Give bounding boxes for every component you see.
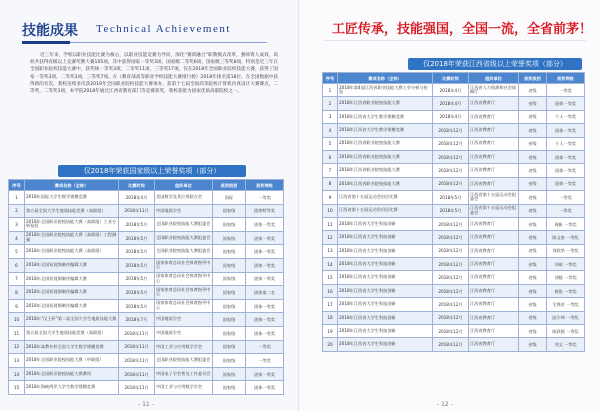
table-cell: 江西省第十五届运动会田径比赛 [338, 204, 433, 217]
table-cell: 江西省教育厅 [469, 110, 519, 123]
table-row [9, 245, 284, 259]
table-cell: 1 [323, 84, 338, 97]
table-row [323, 204, 585, 217]
table-header-row [9, 180, 284, 191]
table-row [323, 325, 585, 338]
table-cell: 江西省第十五届运动会组委会 [469, 204, 519, 217]
table-cell: 2018年海峡两岸大学生数学建模竞赛 [25, 381, 119, 395]
table-cell: 江西省教育厅 [469, 177, 519, 190]
table-cell: 2018年11月 [119, 354, 155, 368]
table-cell: 2018年12月 [433, 271, 469, 284]
table-row [9, 204, 284, 218]
table-cell: 国家级 [213, 218, 246, 232]
table-cell: 江西省教育厅 [469, 150, 519, 163]
table-cell: 2018年全国职业院校技能大赛（高职组） [25, 245, 119, 259]
table-row [9, 231, 284, 245]
column-header: 获奖级别 [213, 180, 246, 191]
table-cell: 2018年江西省大学生科技创新 [338, 258, 433, 271]
table-cell: 江西省教育厅 [469, 284, 519, 297]
table-cell: 江西省教育厅 [469, 258, 519, 271]
table-cell: 一等奖 [547, 191, 585, 204]
table-cell: 2018年11月 [119, 340, 155, 354]
table-row [323, 164, 585, 177]
table-cell: 中国地质学会 [155, 326, 213, 340]
table-row [323, 150, 585, 163]
table-cell: 省级 [519, 204, 547, 217]
table-cell: 团体一等奖 [246, 313, 284, 327]
table-cell: 2018年12月 [433, 338, 469, 351]
table-cell: 2018年江西省大学生科技创新 [338, 284, 433, 297]
table-cell: 中国工业与应用数学学会 [155, 381, 213, 395]
table-cell: 江西省第十五届运动会组委会 [469, 191, 519, 204]
table-cell: 5 [323, 137, 338, 150]
table-row [9, 340, 284, 354]
table-row [323, 217, 585, 230]
table-cell: 2018年5月 [119, 218, 155, 232]
table-row [323, 191, 585, 204]
table-cell: 个人一等奖 [547, 110, 585, 123]
table-cell: 2018年江西省大学生科技创新 [338, 217, 433, 230]
column-header: 获奖级别 [519, 73, 547, 84]
table-cell: 中国电子学会普及工作委员会 [155, 367, 213, 381]
table-cell: 2018年12月 [433, 311, 469, 324]
table-cell: 全国职业院校技能大赛组委会 [155, 218, 213, 232]
table-row [9, 381, 284, 395]
table-row [323, 311, 585, 324]
table-cell: 国家级 [213, 286, 246, 300]
table-cell: 2018年第4届江西省职业技能大赛工业分析与检验 [338, 84, 433, 97]
table-cell: 16 [323, 284, 338, 297]
table-cell: 省级 [519, 231, 547, 244]
table-cell: 2018年12月 [433, 231, 469, 244]
table-cell: 国家级 [213, 272, 246, 286]
table-cell: 省级 [519, 284, 547, 297]
table-cell: 江西省教育厅 [469, 137, 519, 150]
table-cell: 14 [323, 258, 338, 271]
table-row [9, 286, 284, 300]
table-cell: 2018年5月 [433, 204, 469, 217]
table-cell: 第五届全国大学生地质技能竞赛（高职组） [25, 326, 119, 340]
table-cell: 2018年全国短视频制作编辑大赛 [25, 299, 119, 313]
table-cell: 美国数学及其应用联合会 [155, 191, 213, 205]
table-cell: 省级 [519, 311, 547, 324]
table-row [9, 258, 284, 272]
table-cell: 15 [323, 271, 338, 284]
table-cell: 2018年5月 [119, 245, 155, 259]
table-cell: 2018年全国职业院校技能大赛赛项 [25, 367, 119, 381]
table-cell: 省级 [519, 191, 547, 204]
table-row [323, 338, 585, 351]
table-cell: 陈文豪 一等奖 [547, 231, 585, 244]
table-cell: 艾铧淳 一等奖 [547, 298, 585, 311]
table-cell: 省级 [519, 325, 547, 338]
table-row [323, 231, 585, 244]
table-cell: 11 [9, 326, 25, 340]
table-cell: 2018年江西省职业院校技能大赛 [338, 164, 433, 177]
provincial-awards-table [322, 72, 585, 352]
table-row [323, 124, 585, 137]
table-cell: 团体一等奖 [246, 231, 284, 245]
table-cell: 刘萌 一等奖 [547, 258, 585, 271]
table-cell: 2018年12月 [433, 298, 469, 311]
table-cell: 邱少坤 一等奖 [547, 311, 585, 324]
table-cell: 江西省教育厅 [469, 231, 519, 244]
table-cell: 国家体育总局社会体育指导中心 [155, 258, 213, 272]
table-row [323, 97, 585, 110]
table-cell: 刘欣华 一等奖 [547, 244, 585, 257]
table-cell: 江西省教育厅 [469, 298, 519, 311]
table-cell: 团体一等奖 [547, 177, 585, 190]
table-cell: 一等奖 [246, 354, 284, 368]
column-header: 比赛时间 [433, 73, 469, 84]
table-cell: 省级 [519, 150, 547, 163]
slogan-divider [324, 40, 586, 41]
table-cell: 刘文 一等奖 [547, 338, 585, 351]
table-cell: 团体一等奖 [246, 258, 284, 272]
table-cell: 周帆 一等奖 [547, 217, 585, 230]
table-cell: 2018年5月 [119, 231, 155, 245]
table-cell: 17 [323, 298, 338, 311]
table-cell: 10 [323, 204, 338, 217]
table-cell: 省级 [519, 97, 547, 110]
table-cell: 6 [9, 258, 25, 272]
table-cell: 江西省教育厅 [469, 164, 519, 177]
table-cell: 2018年12月 [433, 124, 469, 137]
column-header: 组织单位 [469, 73, 519, 84]
table-cell: 省级 [519, 217, 547, 230]
table-cell: 2018年12月 [433, 177, 469, 190]
table-cell: 一等奖 [246, 191, 284, 205]
table-cell: 国家级 [213, 299, 246, 313]
table-cell: 20 [323, 338, 338, 351]
table-cell: 国家级 [213, 313, 246, 327]
table-cell: 国家级 [213, 204, 246, 218]
section-title: 技能成果 [22, 23, 78, 39]
table-cell: 省级 [519, 177, 547, 190]
table-cell: 7 [323, 164, 338, 177]
table-cell: 12 [323, 231, 338, 244]
table-cell: 2018年江西省大学生科技创新 [338, 338, 433, 351]
table-cell: 2018年全国短视频制作编辑大赛 [25, 258, 119, 272]
table-cell: 2018年全国职业院校技能大赛（中职组） [25, 354, 119, 368]
table-cell: 18 [323, 311, 338, 324]
table-cell: 一等奖 [246, 340, 284, 354]
table-cell: 2018年江西省职业院校技能大赛 [338, 97, 433, 110]
table-cell: 1 [9, 191, 25, 205]
table-cell: 团体一等奖 [547, 97, 585, 110]
table-cell: 国家级 [213, 354, 246, 368]
table-cell: 省级 [519, 298, 547, 311]
table-cell: 国家体育总局社会体育指导中心 [155, 272, 213, 286]
table-cell: 9 [9, 299, 25, 313]
table-cell: 8 [323, 177, 338, 190]
table-cell: 4 [9, 231, 25, 245]
table-row [323, 137, 585, 150]
table-cell: 2018年4月 [119, 191, 155, 205]
table-cell: 9 [323, 191, 338, 204]
table-cell: 团体一等奖 [246, 299, 284, 313]
table-cell: 2018年高教社杯全国大学生数学建模竞赛 [25, 340, 119, 354]
table-cell: 国家级 [213, 231, 246, 245]
table-cell: 15 [9, 381, 25, 395]
table-cell: 2018年5月 [119, 258, 155, 272]
table-cell: 团体一等奖 [246, 381, 284, 395]
table-cell: 2018年12月 [433, 284, 469, 297]
table-cell: 2018年11月 [119, 381, 155, 395]
table-cell: 江西省人力资源和社会保障厅 [469, 84, 519, 97]
table-row [9, 313, 284, 327]
table-cell: 团体一等奖 [547, 124, 585, 137]
table-cell: 省级 [519, 244, 547, 257]
table-cell: 全国职业院校技能大赛组委会 [155, 245, 213, 259]
table-cell: 中国地质学会 [155, 313, 213, 327]
table-cell: 中国地质学会 [155, 204, 213, 218]
table-cell: 团体一等奖 [547, 150, 585, 163]
table-cell: 2018年江西省大学生数学建模竞赛 [338, 110, 433, 123]
table-cell: 国家级 [213, 381, 246, 395]
table-row [9, 326, 284, 340]
table-cell: 国家体育总局社会体育指导中心 [155, 299, 213, 313]
provincial-awards-banner: 仅2018年荣获江西省级以上荣誉奖项（部分） [408, 58, 582, 70]
table-cell: 江西省第十五届运动会田径比赛 [338, 191, 433, 204]
table-cell: 2018年5月 [119, 286, 155, 300]
table-cell: 团体一等奖 [246, 218, 284, 232]
table-cell: 2018年江西省职业院校技能大赛 [338, 137, 433, 150]
table-cell: 2018年江西省大学生科技创新 [338, 298, 433, 311]
header-accent-bar [22, 41, 70, 44]
table-cell: 江西省教育厅 [469, 124, 519, 137]
table-cell: 5 [9, 245, 25, 259]
section-header [0, 14, 300, 42]
table-cell: 江西省教育厅 [469, 325, 519, 338]
table-cell: 2018年江西省职业院校技能大赛 [338, 150, 433, 163]
table-cell: 8 [9, 286, 25, 300]
table-cell: 2018年4月 [433, 97, 469, 110]
table-cell: 江西省教育厅 [469, 271, 519, 284]
table-cell: 10 [9, 313, 25, 327]
table-cell: 省级 [519, 258, 547, 271]
table-cell: 2018年国际大学生数学建模竞赛 [25, 191, 119, 205]
table-cell: 国家体育总局社会体育指导中心 [155, 286, 213, 300]
table-cell: 省级 [519, 110, 547, 123]
table-cell: 江西省教育厅 [469, 311, 519, 324]
table-row [9, 218, 284, 232]
table-cell: 3 [9, 218, 25, 232]
table-cell: 团体一等奖 [547, 164, 585, 177]
table-cell: 省级 [519, 84, 547, 97]
table-row [323, 110, 585, 123]
table-header-row [323, 73, 585, 84]
table-cell: 国家级 [213, 340, 246, 354]
column-header: 组织单位 [155, 180, 213, 191]
table-cell: 13 [9, 354, 25, 368]
table-cell: 2018年全国职业院校技能大赛（高职组）工业分析检验 [25, 218, 119, 232]
table-row [9, 191, 284, 205]
column-header: 赛项名称（全称） [338, 73, 433, 84]
table-cell: 2018年12月 [433, 164, 469, 177]
table-cell: 2 [323, 97, 338, 110]
table-cell: 省级 [519, 124, 547, 137]
table-cell: 团体一等奖 [246, 245, 284, 259]
table-cell: 国家级 [213, 258, 246, 272]
table-row [9, 272, 284, 286]
table-cell: 19 [323, 325, 338, 338]
column-header: 获奖等级 [547, 73, 585, 84]
table-cell: 2018年江西省大学生科技创新 [338, 311, 433, 324]
table-cell: 14 [9, 367, 25, 381]
table-cell: 4 [323, 124, 338, 137]
national-awards-table [8, 179, 284, 395]
table-cell: 2018年江西省职业院校技能大赛 [338, 177, 433, 190]
table-cell: 江西省教育厅 [469, 244, 519, 257]
column-header: 赛项名称（全称） [25, 180, 119, 191]
table-cell: 2018年“汉王杯”第二届全国大学生地质技能大赛 [25, 313, 119, 327]
column-header: 获奖等级 [246, 180, 284, 191]
table-cell: 2018年江西省大学生数学建模竞赛 [338, 124, 433, 137]
table-cell: 全国职业院校技能大赛组委会 [155, 231, 213, 245]
table-cell: 团体一等奖 [246, 326, 284, 340]
table-cell: 3 [323, 110, 338, 123]
table-cell: 6 [323, 150, 338, 163]
table-cell: 国家级 [213, 367, 246, 381]
table-row [323, 258, 585, 271]
table-cell: 江西省教育厅 [469, 217, 519, 230]
table-cell: 2 [9, 204, 25, 218]
table-cell: 2018年7月 [119, 313, 155, 327]
table-cell: 团体一等奖 [246, 367, 284, 381]
page-number: - 12 - [437, 401, 453, 408]
table-cell: 黄锐 一等奖 [547, 284, 585, 297]
table-cell: 2018年4月 [433, 84, 469, 97]
table-cell: 省级 [519, 338, 547, 351]
table-cell: 12 [9, 340, 25, 354]
table-cell: 团体第二名 [246, 286, 284, 300]
page-number: - 11 - [138, 401, 154, 408]
table-cell: 2018年5月 [433, 191, 469, 204]
table-row [9, 299, 284, 313]
table-cell: 国际 [213, 191, 246, 205]
table-cell: 2018年4月 [433, 110, 469, 123]
table-body [323, 84, 585, 352]
table-cell: 2018年12月 [433, 325, 469, 338]
slogan-heading: 工匠传承，技能强国，全国一流，全省前茅！ [332, 22, 593, 37]
table-body [9, 191, 284, 395]
table-cell: 2018年全国短视频制作编辑大赛 [25, 272, 119, 286]
column-header: 序号 [323, 73, 338, 84]
table-cell: 个人一等奖 [547, 137, 585, 150]
table-cell: 一等奖 [547, 84, 585, 97]
table-row [9, 367, 284, 381]
table-row [323, 271, 585, 284]
table-cell: 江西省教育厅 [469, 97, 519, 110]
table-cell: 2018年江西省大学生科技创新 [338, 244, 433, 257]
table-cell: 团体特等奖 [246, 204, 284, 218]
table-cell: 中国工业与应用数学学会 [155, 340, 213, 354]
table-cell: 2018年江西省大学生科技创新 [338, 231, 433, 244]
table-cell: 2018年12月 [433, 217, 469, 230]
table-cell: 13 [323, 244, 338, 257]
table-cell: 国家级 [213, 245, 246, 259]
table-cell: 2018年全国短视频制作编辑大赛 [25, 286, 119, 300]
table-row [323, 177, 585, 190]
section-subtitle: Technical Achievement [96, 23, 231, 35]
table-cell: 团体一等奖 [246, 272, 284, 286]
table-cell: 一等奖 [547, 204, 585, 217]
table-cell: 2018年12月 [433, 137, 469, 150]
intro-paragraph: 近三年来，学校以职业技能比赛为核心，以职业技能竞赛为导向，深化“赛训融合”职教模式改革，强师资人成效，高校共获得省级以上竞赛奖牌大赛105项，其中获得国家一等奖3项，国家级二等奖6项，国家级三等奖8项，特别是近三年在全国职业院校技能大赛中，获奖统一等奖3项，二等奖11项，三等奖17项。仅在2018年全国职业院校技能大赛，获得了国家一等奖3项，二等奖3项，三等奖7项。在《教育部高等职业学校技能大赛排行榜》2018年排名第18位，在全国数据中获得新的名次，我校连续多次获2019年全国职业院校技能大赛承办，获第十七届全国高等院校计算机仿真设计大赛赛点，二等奖，二等奖1项，本学院2018年通过江西省教育部门等竞赛获奖，我校获批为国家优质高职院校之一。 [30, 53, 278, 95]
table-cell: 7 [9, 272, 25, 286]
table-cell: 2018年12月 [433, 258, 469, 271]
table-cell: 2018年全国职业院校技能大赛（高职组）工程测量 [25, 231, 119, 245]
table-cell: 2018年11月 [119, 326, 155, 340]
table-cell: 全国职业院校技能大赛组委会 [155, 354, 213, 368]
table-cell: 2018年5月 [119, 272, 155, 286]
table-cell: 2018年12月 [433, 150, 469, 163]
table-cell: 江西省教育厅 [469, 338, 519, 351]
table-cell: 刘媛 一等奖 [547, 271, 585, 284]
table-cell: 省级 [519, 271, 547, 284]
table-row [323, 84, 585, 97]
table-cell: 2018年江西省大学生科技创新 [338, 271, 433, 284]
table-cell: 陈跃熙 一等奖 [547, 325, 585, 338]
table-cell: 2018年12月 [433, 244, 469, 257]
table-row [323, 298, 585, 311]
table-cell: 2018年5月 [119, 299, 155, 313]
column-header: 序号 [9, 180, 25, 191]
table-cell: 11 [323, 217, 338, 230]
table-row [323, 284, 585, 297]
right-page [300, 0, 600, 411]
table-cell: 第五届全国大学生地质技能竞赛（高职组） [25, 204, 119, 218]
table-cell: 2018年江西省大学生科技创新 [338, 325, 433, 338]
table-cell: 省级 [519, 164, 547, 177]
table-row [323, 244, 585, 257]
table-cell: 国家级 [213, 326, 246, 340]
column-header: 比赛时间 [119, 180, 155, 191]
table-cell: 2018年11月 [119, 204, 155, 218]
table-row [9, 354, 284, 368]
table-cell: 2018年11月 [119, 367, 155, 381]
national-awards-banner: 仅2018年荣获国家级以上荣誉奖项（部分） [58, 165, 246, 177]
table-cell: 省级 [519, 137, 547, 150]
